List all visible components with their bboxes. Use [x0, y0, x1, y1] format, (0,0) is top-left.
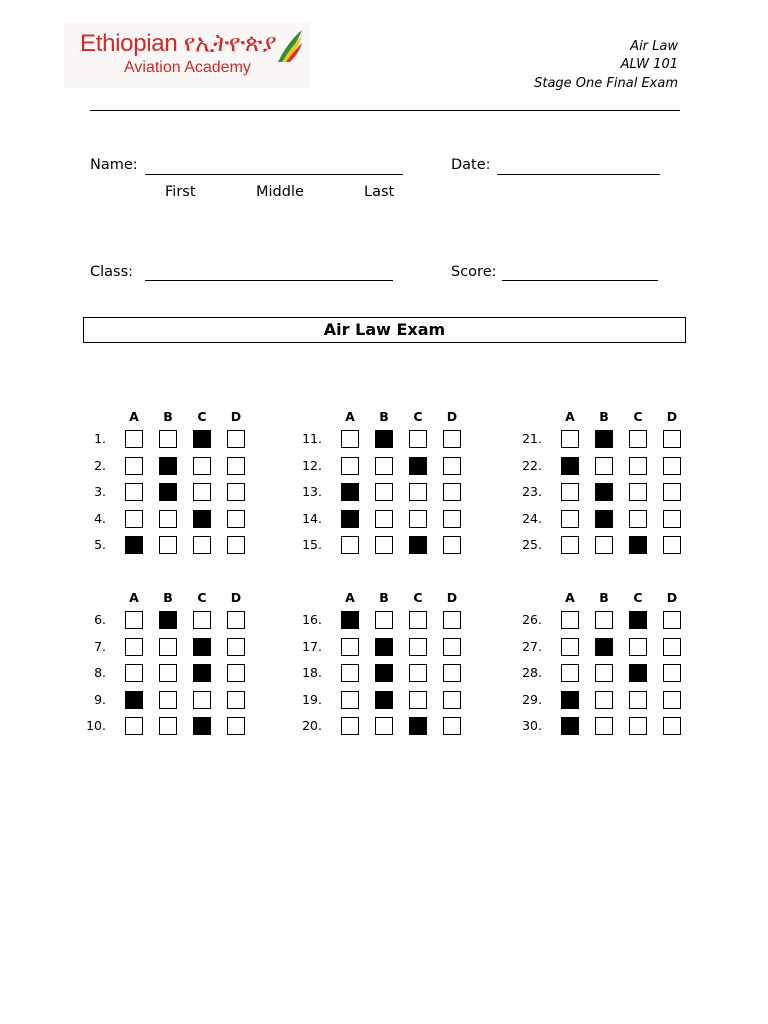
answer-box-b[interactable] — [159, 691, 177, 709]
answer-box-b[interactable] — [375, 483, 393, 501]
answer-box-b[interactable] — [375, 717, 393, 735]
name-part-last: Last — [364, 184, 395, 200]
question-number: 26. — [522, 612, 542, 627]
answer-box-c[interactable] — [409, 483, 427, 501]
answer-box-b[interactable] — [375, 457, 393, 475]
option-header-a: A — [129, 590, 139, 605]
answer-box-b[interactable] — [159, 717, 177, 735]
question-number: 22. — [522, 457, 542, 473]
answer-box-c[interactable] — [193, 430, 211, 448]
answer-box-a[interactable] — [125, 717, 143, 735]
answer-box-b[interactable] — [375, 510, 393, 528]
option-header-d: D — [230, 590, 242, 605]
answer-box-d[interactable] — [663, 536, 681, 554]
answer-box-c[interactable] — [629, 638, 647, 656]
exam-title: Air Law Exam — [83, 317, 686, 343]
option-header-d: D — [230, 409, 242, 424]
answer-box-b[interactable] — [375, 536, 393, 554]
option-header-b: B — [599, 590, 609, 605]
answer-box-d[interactable] — [227, 611, 245, 629]
question-number: 13. — [302, 484, 322, 499]
date-field-line[interactable] — [497, 174, 660, 175]
answer-box-a[interactable] — [561, 611, 579, 629]
option-header-b: B — [599, 409, 609, 424]
answer-box-c[interactable] — [629, 536, 647, 554]
exam-name: Stage One Final Exam — [534, 76, 678, 91]
answer-box-d[interactable] — [443, 611, 461, 629]
option-header-d: D — [446, 409, 458, 424]
logo-text-line2: Aviation Academy — [124, 59, 251, 76]
answer-box-a[interactable] — [341, 457, 359, 475]
answer-box-d[interactable] — [227, 664, 245, 682]
answer-box-c[interactable] — [409, 664, 427, 682]
answer-box-d[interactable] — [663, 717, 681, 735]
name-part-middle: Middle — [256, 184, 304, 200]
answer-box-d[interactable] — [663, 510, 681, 528]
option-header-c: C — [413, 590, 423, 605]
answer-box-b[interactable] — [375, 691, 393, 709]
question-number: 3. — [94, 484, 106, 499]
answer-box-d[interactable] — [443, 536, 461, 554]
answer-group — [300, 409, 500, 559]
question-number: 21. — [522, 431, 542, 446]
question-number: 19. — [302, 691, 322, 707]
answer-box-a[interactable] — [561, 457, 579, 475]
answer-box-d[interactable] — [227, 510, 245, 528]
answer-box-c[interactable] — [193, 510, 211, 528]
answer-box-b[interactable] — [595, 717, 613, 735]
answer-box-c[interactable] — [409, 611, 427, 629]
answer-box-c[interactable] — [193, 638, 211, 656]
answer-box-b[interactable] — [595, 691, 613, 709]
question-number: 27. — [522, 638, 542, 654]
answer-box-b[interactable] — [159, 430, 177, 448]
answer-box-c[interactable] — [193, 691, 211, 709]
answer-box-d[interactable] — [227, 457, 245, 475]
answer-box-b[interactable] — [595, 638, 613, 656]
question-number: 25. — [522, 537, 542, 552]
answer-box-a[interactable] — [561, 717, 579, 735]
option-header-d: D — [666, 590, 678, 605]
answer-box-a[interactable] — [125, 430, 143, 448]
answer-box-b[interactable] — [375, 638, 393, 656]
answer-box-c[interactable] — [629, 611, 647, 629]
answer-box-b[interactable] — [375, 664, 393, 682]
answer-box-a[interactable] — [125, 638, 143, 656]
answer-box-b[interactable] — [159, 638, 177, 656]
question-number: 24. — [522, 510, 542, 526]
answer-box-c[interactable] — [629, 483, 647, 501]
answer-box-a[interactable] — [561, 430, 579, 448]
option-header-c: C — [413, 409, 423, 424]
answer-box-a[interactable] — [561, 510, 579, 528]
question-number: 2. — [94, 457, 106, 473]
answer-box-c[interactable] — [629, 717, 647, 735]
answer-box-d[interactable] — [443, 691, 461, 709]
question-number: 11. — [302, 431, 322, 446]
answer-box-d[interactable] — [227, 536, 245, 554]
answer-box-d[interactable] — [443, 510, 461, 528]
tricolor-wing-icon — [274, 28, 304, 64]
answer-box-a[interactable] — [561, 483, 579, 501]
option-header-d: D — [446, 590, 458, 605]
answer-box-a[interactable] — [341, 664, 359, 682]
answer-box-c[interactable] — [193, 717, 211, 735]
answer-box-a[interactable] — [561, 536, 579, 554]
answer-box-d[interactable] — [443, 457, 461, 475]
answer-box-d[interactable] — [227, 483, 245, 501]
answer-box-b[interactable] — [159, 483, 177, 501]
question-number: 8. — [94, 665, 106, 680]
answer-box-b[interactable] — [159, 611, 177, 629]
answer-box-a[interactable] — [125, 691, 143, 709]
academy-logo — [64, 22, 310, 88]
question-number: 17. — [302, 638, 322, 654]
option-header-c: C — [197, 590, 207, 605]
answer-box-b[interactable] — [595, 457, 613, 475]
answer-box-b[interactable] — [595, 664, 613, 682]
question-number: 30. — [522, 718, 542, 733]
header-divider — [90, 110, 680, 111]
answer-box-d[interactable] — [663, 691, 681, 709]
question-number: 15. — [302, 537, 322, 552]
question-number: 7. — [94, 638, 106, 654]
answer-box-c[interactable] — [629, 457, 647, 475]
answer-box-d[interactable] — [663, 483, 681, 501]
answer-box-a[interactable] — [561, 638, 579, 656]
answer-group — [84, 590, 284, 740]
answer-box-b[interactable] — [159, 510, 177, 528]
answer-box-d[interactable] — [663, 611, 681, 629]
answer-box-a[interactable] — [561, 691, 579, 709]
question-number: 29. — [522, 691, 542, 707]
option-header-b: B — [379, 590, 389, 605]
answer-box-d[interactable] — [663, 430, 681, 448]
answer-box-a[interactable] — [341, 717, 359, 735]
answer-box-a[interactable] — [125, 510, 143, 528]
score-field-line[interactable] — [502, 280, 658, 281]
question-number: 28. — [522, 665, 542, 680]
answer-box-c[interactable] — [409, 691, 427, 709]
answer-box-b[interactable] — [595, 510, 613, 528]
answer-box-d[interactable] — [443, 430, 461, 448]
question-number: 6. — [94, 612, 106, 627]
answer-box-b[interactable] — [159, 536, 177, 554]
answer-box-b[interactable] — [595, 536, 613, 554]
answer-box-b[interactable] — [375, 611, 393, 629]
answer-box-a[interactable] — [561, 664, 579, 682]
date-label: Date: — [451, 157, 491, 173]
answer-box-c[interactable] — [409, 717, 427, 735]
question-number: 14. — [302, 510, 322, 526]
name-part-first: First — [165, 184, 196, 200]
question-number: 16. — [302, 612, 322, 627]
answer-box-c[interactable] — [193, 611, 211, 629]
class-field-line[interactable] — [145, 280, 393, 281]
answer-box-d[interactable] — [443, 483, 461, 501]
answer-box-d[interactable] — [443, 664, 461, 682]
answer-box-d[interactable] — [663, 638, 681, 656]
answer-box-a[interactable] — [125, 664, 143, 682]
question-number: 18. — [302, 665, 322, 680]
answer-box-c[interactable] — [409, 430, 427, 448]
name-label: Name: — [90, 157, 138, 173]
answer-box-d[interactable] — [663, 457, 681, 475]
answer-box-a[interactable] — [125, 483, 143, 501]
answer-box-d[interactable] — [443, 717, 461, 735]
answer-box-b[interactable] — [159, 457, 177, 475]
question-number: 1. — [94, 431, 106, 446]
answer-box-b[interactable] — [595, 430, 613, 448]
answer-box-c[interactable] — [409, 510, 427, 528]
answer-box-c[interactable] — [193, 483, 211, 501]
course-code: ALW 101 — [620, 57, 678, 72]
class-label: Class: — [90, 264, 134, 280]
question-number: 9. — [94, 691, 106, 707]
answer-box-c[interactable] — [629, 664, 647, 682]
answer-box-d[interactable] — [663, 664, 681, 682]
answer-box-a[interactable] — [341, 510, 359, 528]
answer-group — [300, 590, 500, 740]
answer-box-d[interactable] — [227, 430, 245, 448]
answer-group — [520, 590, 720, 740]
answer-box-d[interactable] — [227, 638, 245, 656]
answer-box-a[interactable] — [341, 691, 359, 709]
answer-box-a[interactable] — [341, 611, 359, 629]
option-header-a: A — [345, 590, 355, 605]
answer-group — [84, 409, 284, 559]
question-number: 10. — [86, 718, 106, 733]
option-header-a: A — [345, 409, 355, 424]
answer-box-c[interactable] — [193, 664, 211, 682]
option-header-a: A — [565, 409, 575, 424]
answer-box-a[interactable] — [341, 430, 359, 448]
question-number: 23. — [522, 484, 542, 499]
option-header-a: A — [565, 590, 575, 605]
course-title: Air Law — [630, 39, 678, 54]
answer-box-a[interactable] — [341, 483, 359, 501]
option-header-b: B — [163, 409, 173, 424]
option-header-c: C — [197, 409, 207, 424]
answer-box-b[interactable] — [595, 483, 613, 501]
question-number: 20. — [302, 718, 322, 733]
answer-box-a[interactable] — [341, 638, 359, 656]
answer-box-d[interactable] — [227, 691, 245, 709]
option-header-c: C — [633, 590, 643, 605]
answer-box-a[interactable] — [125, 457, 143, 475]
option-header-c: C — [633, 409, 643, 424]
option-header-b: B — [163, 590, 173, 605]
answer-box-c[interactable] — [629, 510, 647, 528]
answer-box-b[interactable] — [375, 430, 393, 448]
question-number: 12. — [302, 457, 322, 473]
answer-box-b[interactable] — [595, 611, 613, 629]
answer-group — [520, 409, 720, 559]
answer-box-a[interactable] — [341, 536, 359, 554]
question-number: 4. — [94, 510, 106, 526]
name-field-line[interactable] — [145, 174, 403, 175]
answer-box-b[interactable] — [159, 664, 177, 682]
logo-text-line1: Ethiopian የኢትዮጵያ — [80, 30, 277, 57]
answer-box-c[interactable] — [193, 536, 211, 554]
answer-box-c[interactable] — [629, 430, 647, 448]
question-number: 5. — [94, 537, 106, 552]
option-header-a: A — [129, 409, 139, 424]
answer-box-d[interactable] — [227, 717, 245, 735]
option-header-b: B — [379, 409, 389, 424]
answer-box-c[interactable] — [409, 457, 427, 475]
answer-box-c[interactable] — [409, 638, 427, 656]
answer-box-c[interactable] — [409, 536, 427, 554]
option-header-d: D — [666, 409, 678, 424]
score-label: Score: — [451, 264, 497, 280]
answer-box-a[interactable] — [125, 611, 143, 629]
answer-box-a[interactable] — [125, 536, 143, 554]
answer-box-c[interactable] — [193, 457, 211, 475]
answer-box-d[interactable] — [443, 638, 461, 656]
answer-box-c[interactable] — [629, 691, 647, 709]
